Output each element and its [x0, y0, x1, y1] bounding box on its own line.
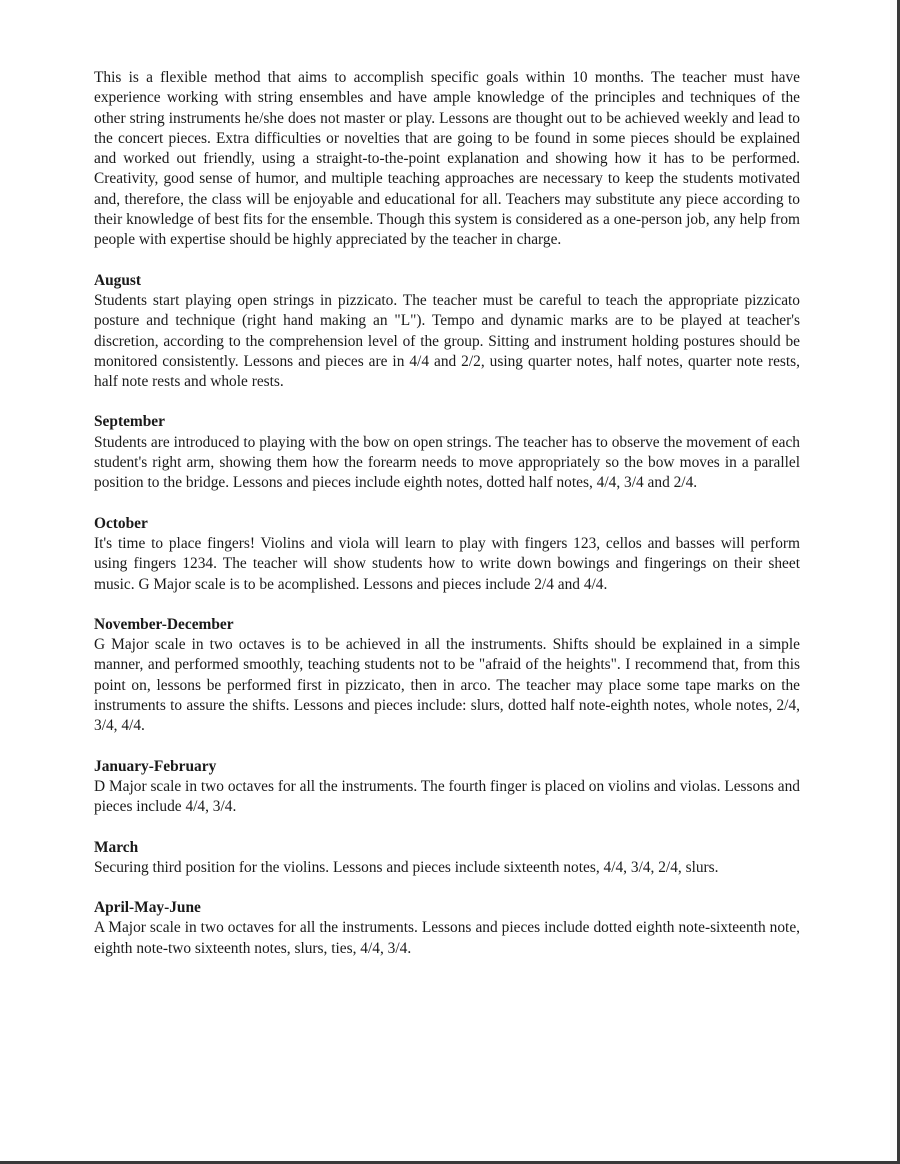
- section-body: D Major scale in two octaves for all the instruments. The fourth finger is placed on violins and violas. Lessons and pieces include 4/4, 3/4.: [94, 777, 800, 816]
- section-heading: January-February: [94, 757, 217, 775]
- section-november-december: [94, 615, 800, 737]
- section-heading: November-December: [94, 615, 234, 633]
- document-body: [94, 68, 800, 959]
- intro-paragraph: This is a flexible method that aims to accomplish specific goals within 10 months. The teacher must have experience working with string ensembles and have ample knowledge of the principles and techniques of the other string instruments he/she does not master or play. Lessons are thought out to be achieved weekly and lead to the concert pieces. Extra difficulties or novelties that are going to be found in some pieces should be explained and worked out friendly, using a straight-to-the-point explanation and showing how it has to be performed. Creativity, good sense of humor, and multiple teaching approaches are necessary to keep the students motivated and, therefore, the class will be enjoyable and educational for all. Teachers may substitute any piece according to their knowledge of best fits for the ensemble. Though this system is considered as a one-person job, any help from people with expertise should be highly appreciated by the teacher in charge.: [94, 69, 800, 249]
- section-heading: April-May-June: [94, 899, 201, 917]
- section-body: Students start playing open strings in pizzicato. The teacher must be careful to teach the appropriate pizzicato posture and technique (right hand making an "L"). Tempo and dynamic marks are to be played at teacher's discretion, according to the comprehension level of the group. Sitting and instrument holding postures should be monitored consistently. Lessons and pieces are in 4/4 and 2/2, using quarter notes, half notes, quarter note rests, half note rests and whole rests.: [94, 291, 800, 391]
- section-body: A Major scale in two octaves for all the instruments. Lessons and pieces include dotted eighth note-sixteenth note, eighth note-two sixteenth notes, slurs, ties, 4/4, 3/4.: [94, 919, 800, 957]
- section-heading: September: [94, 413, 165, 431]
- section-body: Students are introduced to playing with the bow on open strings. The teacher has to observe the movement of each student's right arm, showing them how the forearm needs to move appropriately so the bow moves in a parallel position to the bridge. Lessons and pieces include eighth notes, dotted half notes, 4/4, 3/4 and 2/4.: [94, 433, 800, 492]
- section-october: [94, 514, 800, 595]
- section-body: It's time to place fingers! Violins and viola will learn to play with fingers 123, cellos and basses will perform using fingers 1234. The teacher will show students how to write down bowings and fingerings on their sheet music. G Major scale is to be acomplished. Lessons and pieces include 2/4 and 4/4.: [94, 534, 800, 593]
- section-heading: October: [94, 514, 148, 532]
- section-body: Securing third position for the violins. Lessons and pieces include sixteenth notes, 4/4, 3/4, 2/4, slurs.: [94, 858, 719, 876]
- section-april-may-june: [94, 898, 800, 959]
- section-january-february: [94, 757, 800, 818]
- section-september: [94, 412, 800, 493]
- section-august: [94, 271, 800, 393]
- section-heading: August: [94, 271, 142, 289]
- section-heading: March: [94, 838, 139, 856]
- section-body: G Major scale in two octaves is to be achieved in all the instruments. Shifts should be explained in a simple manner, and performed smoothly, teaching students not to be "afraid of the heights". I recommend that, from this point on, lessons be performed first in pizzicato, then in arco. The teacher may place some tape marks on the instruments to assure the shifts. Lessons and pieces include: slurs, dotted half note-eighth notes, whole notes, 2/4, 3/4, 4/4.: [94, 636, 800, 735]
- section-march: [94, 838, 800, 879]
